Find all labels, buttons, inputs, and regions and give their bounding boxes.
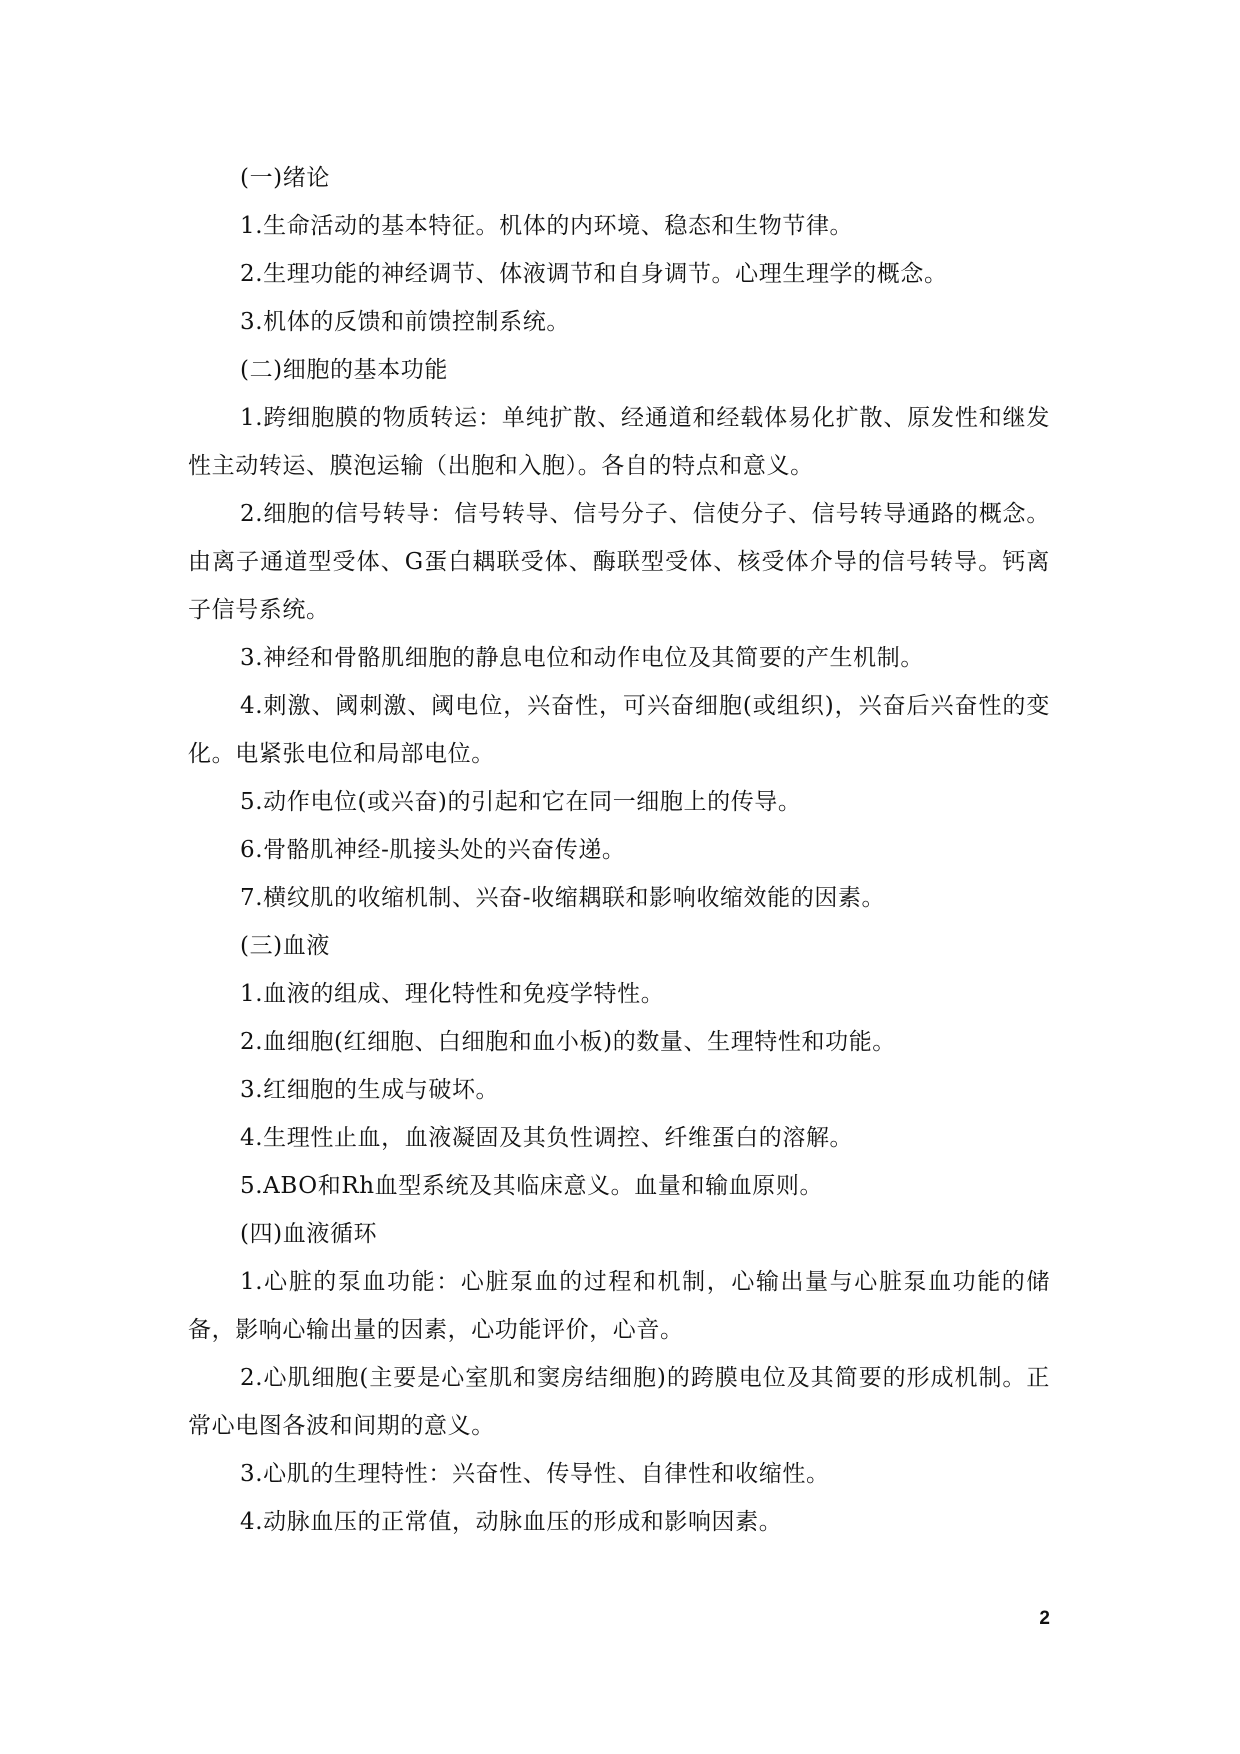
section-heading-1: (一)绪论 xyxy=(240,165,330,191)
paragraph: 7.横纹肌的收缩机制、兴奋-收缩耦联和影响收缩效能的因素。 xyxy=(240,885,886,911)
paragraph: 2.生理功能的神经调节、体液调节和自身调节。心理生理学的概念。 xyxy=(240,261,948,287)
paragraph: 1.血液的组成、理化特性和免疫学特性。 xyxy=(240,981,665,1007)
section-heading-4: (四)血液循环 xyxy=(240,1221,378,1247)
document-body xyxy=(188,154,1050,1546)
paragraph: 3.心肌的生理特性：兴奋性、传导性、自律性和收缩性。 xyxy=(240,1461,830,1487)
paragraph: 6.骨骼肌神经-肌接头处的兴奋传递。 xyxy=(240,837,626,863)
paragraph: 5.动作电位(或兴奋)的引起和它在同一细胞上的传导。 xyxy=(240,789,802,815)
paragraph: 1.生命活动的基本特征。机体的内环境、稳态和生物节律。 xyxy=(240,213,854,239)
paragraph: 4.生理性止血，血液凝固及其负性调控、纤维蛋白的溶解。 xyxy=(240,1125,854,1151)
section-heading-2: (二)细胞的基本功能 xyxy=(240,357,448,383)
paragraph: 4.刺激、阈刺激、阈电位，兴奋性，可兴奋细胞(或组织)，兴奋后兴奋性的变化。电紧张电位和局部电位。 xyxy=(188,693,1050,767)
paragraph: 2.心肌细胞(主要是心室肌和窦房结细胞)的跨膜电位及其简要的形成机制。正常心电图各波和间期的意义。 xyxy=(188,1365,1050,1439)
paragraph: 3.神经和骨骼肌细胞的静息电位和动作电位及其简要的产生机制。 xyxy=(240,645,924,671)
paragraph: 3.机体的反馈和前馈控制系统。 xyxy=(240,309,570,335)
page-number: 2 xyxy=(1039,1608,1050,1629)
paragraph: 1.跨细胞膜的物质转运：单纯扩散、经通道和经载体易化扩散、原发性和继发性主动转运、膜泡运输（出胞和入胞）。各自的特点和意义。 xyxy=(188,405,1050,479)
paragraph: 4.动脉血压的正常值，动脉血压的形成和影响因素。 xyxy=(240,1509,783,1535)
paragraph: 3.红细胞的生成与破坏。 xyxy=(240,1077,500,1103)
paragraph: 2.细胞的信号转导：信号转导、信号分子、信使分子、信号转导通路的概念。由离子通道型受体、G蛋白耦联受体、酶联型受体、核受体介导的信号转导。钙离子信号系统。 xyxy=(188,501,1050,623)
paragraph: 1.心脏的泵血功能：心脏泵血的过程和机制，心输出量与心脏泵血功能的储备，影响心输出量的因素，心功能评价，心音。 xyxy=(188,1269,1050,1343)
section-heading-3: (三)血液 xyxy=(240,933,330,959)
paragraph: 5.ABO和Rh血型系统及其临床意义。血量和输血原则。 xyxy=(240,1173,824,1199)
paragraph: 2.血细胞(红细胞、白细胞和血小板)的数量、生理特性和功能。 xyxy=(240,1029,896,1055)
